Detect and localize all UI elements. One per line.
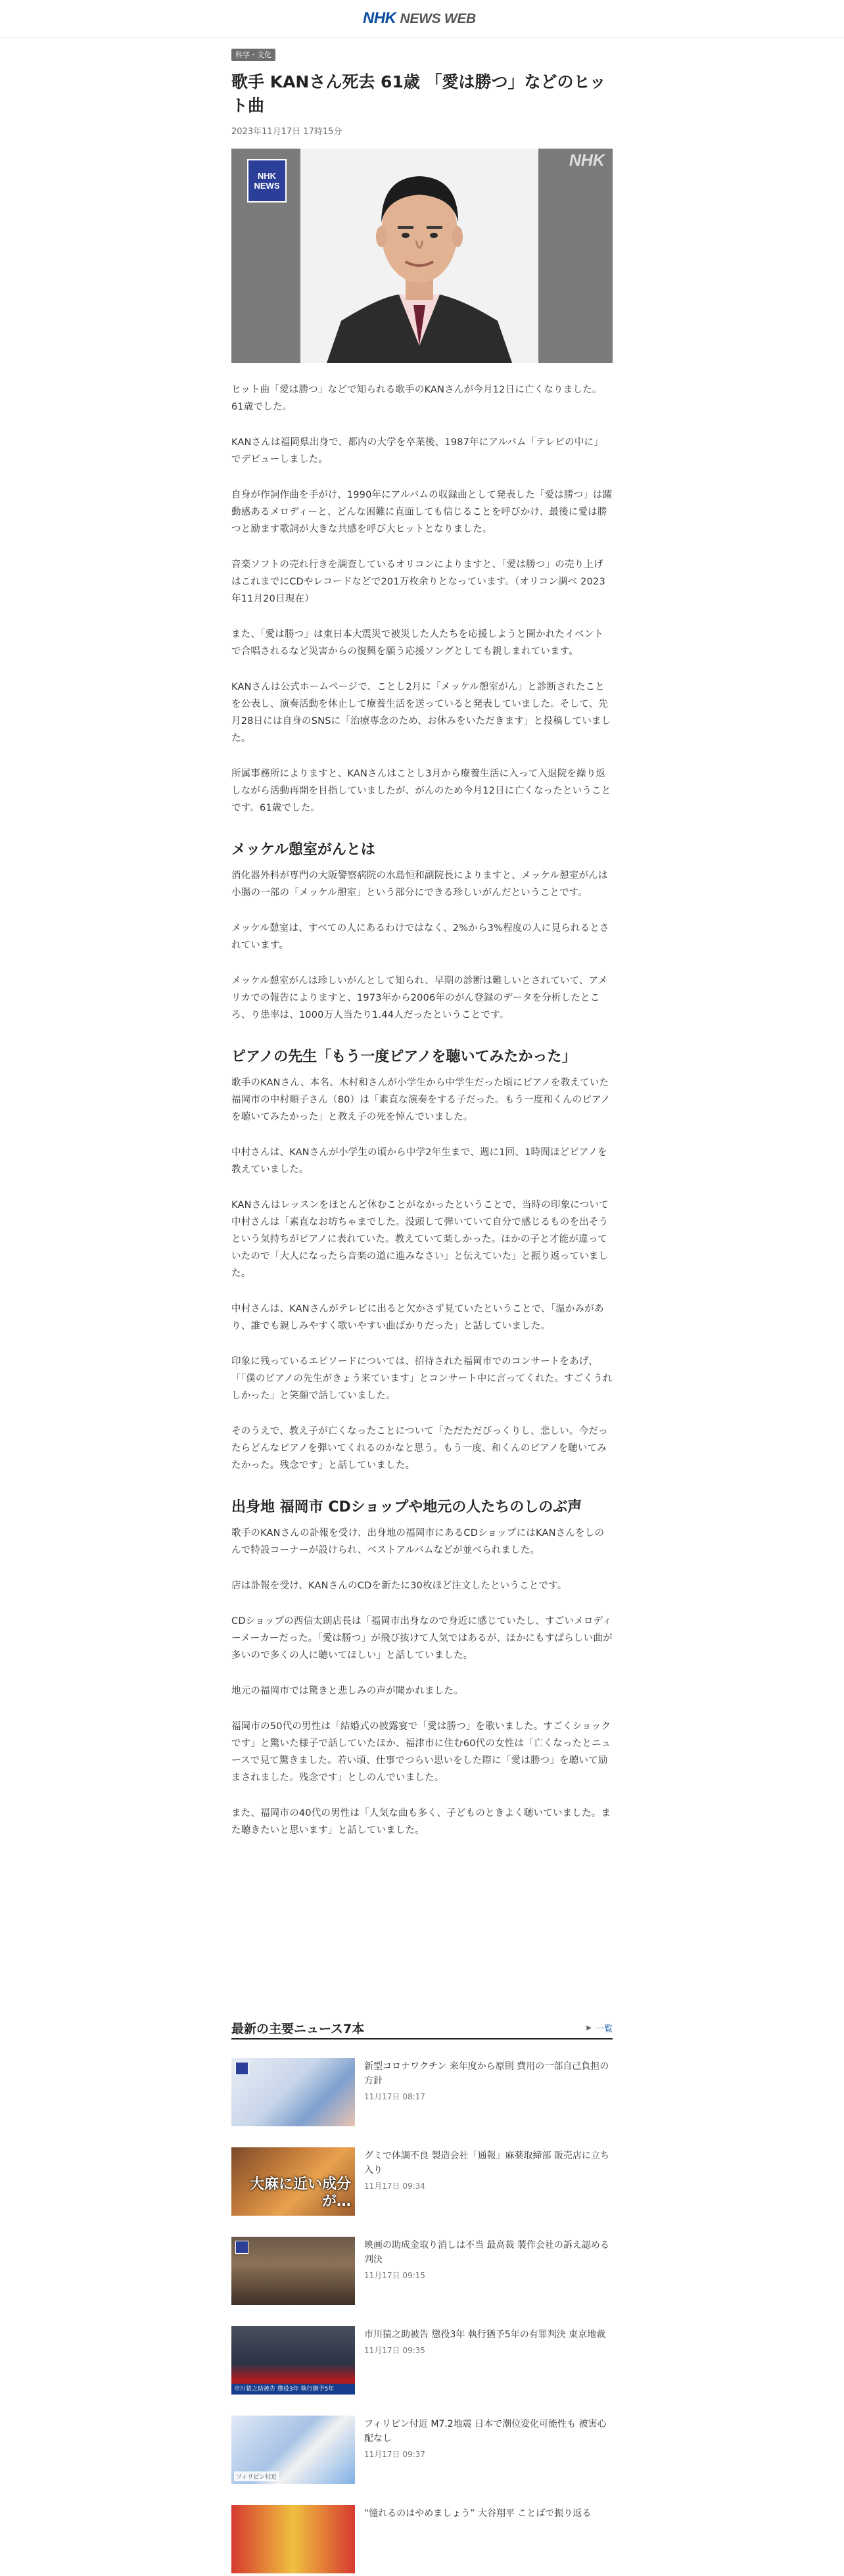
body-paragraph: 歌手のKANさんの訃報を受け、出身地の福岡市にあるCDショップにはKANさんをしのんで特設コーナーが設けられ、ベストアルバムなどが並べられました。 (231, 1528, 605, 1556)
news-title[interactable]: 映画の助成金取り消しは不当 最高裁 製作会社の訴え認める判決 (364, 2240, 609, 2265)
news-list-item[interactable] (231, 2058, 613, 2129)
chevron-right-icon: ▶ (586, 2024, 592, 2032)
latest-news-section (231, 2017, 613, 2576)
news-thumbnail[interactable] (231, 2147, 355, 2216)
more-label: 一覧 (595, 2024, 613, 2034)
news-list-item[interactable] (231, 2237, 613, 2308)
article (231, 47, 613, 1839)
thumbnail-caption: 大麻に近い成分が… (249, 2176, 351, 2210)
news-thumbnail[interactable] (231, 2237, 355, 2305)
body-paragraph: 地元の福岡市では驚きと悲しみの声が聞かれました。 (231, 1686, 463, 1696)
body-paragraph: また、福岡市の40代の男性は「人気な曲も多く、子どものときよく聴いていました。また聴きたいと思います」と話していました。 (231, 1808, 611, 1836)
nhk-mini-logo-icon (235, 2241, 248, 2254)
news-title[interactable]: フィリピン付近 M7.2地震 日本で潮位変化可能性も 被害心配なし (364, 2419, 607, 2444)
news-title[interactable]: グミで体調不良 製造会社「通報」麻薬取締部 販売店に立ち入り (364, 2151, 609, 2176)
body-paragraph: KANさんは福岡県出身で、都内の大学を卒業後、1987年にアルバム「テレビの中に」でデビューしました。 (231, 437, 603, 465)
body-paragraph: 音楽ソフトの売れ行きを調査しているオリコンによりますと、「愛は勝つ」の売り上げはこれまでにCDやレコードなどで201万枚余りとなっています。（オリコン調べ 2023年11月20日現在） (231, 560, 605, 604)
body-paragraph: KANさんはレッスンをほとんど休むことがなかったということで、当時の印象について中村さんは「素直なお坊ちゃまでした。没頭して弾いていて自分で感じるものを出そうという気持ちがピアノに表れていた。教えていて楽しかった。ほかの子と才能が違っていたので「大人になったら音楽の道に進みなさい」と伝えていた」と振り返っていました。 (231, 1200, 609, 1279)
nhk-news-badge: NHK NEWS (247, 159, 287, 203)
news-thumbnail[interactable] (231, 2416, 355, 2484)
logo-nhk: NHK (363, 9, 396, 27)
news-list-item[interactable] (231, 2416, 613, 2487)
body-paragraph: また、「愛は勝つ」は東日本大震災で被災した人たちを応援しようと開かれたイベントで合唱されるなど災害からの復興を願う応援ソングとしても親しまれています。 (231, 629, 604, 657)
logo-newsweb: NEWS WEB (400, 11, 476, 26)
news-date: 11月17日 09:35 (364, 2346, 425, 2355)
news-date: 11月17日 09:34 (364, 2182, 425, 2191)
body-paragraph: 歌手のKANさん、本名、木村和さんが小学生から中学生だった頃にピアノを教えていた福岡市の中村順子さん（80）は「素直な演奏をする子だった。もう一度和くんのピアノを聴いてみたかった」と教え子の死を悼んでいました。 (231, 1078, 611, 1122)
news-date: 11月17日 09:37 (364, 2450, 425, 2459)
body-paragraph: 店は訃報を受け、KANさんのCDを新たに30枚ほど注文したということです。 (231, 1581, 567, 1591)
news-list-item[interactable] (231, 2326, 613, 2397)
news-title[interactable]: “憧れるのはやめましょう” 大谷翔平 ことばで振り返る (364, 2508, 592, 2519)
article-body (231, 381, 613, 1839)
section-heading: ピアノの先生「もう一度ピアノを聴いてみたかった」 (231, 1049, 576, 1065)
body-paragraph: 消化器外科が専門の大阪警察病院の水島恒和副院長によりますと、メッケル憩室がんは小腸の一部の「メッケル憩室」という部分にできる珍しいがんだということです。 (231, 871, 608, 898)
nhk-mini-logo-icon (235, 2062, 248, 2075)
article-date: 2023年11月17日 17時15分 (231, 127, 342, 137)
body-paragraph: CDショップの西信太朗店長は「福岡市出身なので身近に感じていたし、すごいメロディーメーカーだった。「愛は勝つ」が飛び抜けて人気ではあるが、ほかにもすばらしい曲が多いので多くの人に聴いてほしい」と話していました。 (231, 1616, 613, 1661)
latest-news-heading: 最新の主要ニュース7本 (231, 2021, 365, 2036)
latest-news-more-link[interactable] (586, 2022, 613, 2034)
news-thumbnail[interactable] (231, 2326, 355, 2395)
top-bar (0, 0, 844, 38)
news-date: 11月17日 08:17 (364, 2092, 425, 2101)
nhk-news-web-logo[interactable] (363, 9, 476, 29)
thumbnail-ticker: 市川猿之助被告 懲役3年 執行猶予5年 (231, 2384, 355, 2395)
body-paragraph: 印象に残っているエピソードについては、招待された福岡市でのコンサートをあげ、「「僕のピアノの先生がきょう来ています」とコンサート中に言ってくれた。すごくうれしかった」と笑顔で話していました。 (231, 1356, 613, 1401)
nhk-watermark: NHK (569, 151, 605, 170)
news-thumbnail[interactable] (231, 2058, 355, 2126)
news-title[interactable]: 新型コロナワクチン 来年度から原則 費用の一部自己負担の方針 (364, 2061, 609, 2086)
body-paragraph: KANさんは公式ホームページで、ことし2月に「メッケル憩室がん」と診断されたことを公表し、演奏活動を休止して療養生活を送っていると発表していました。そして、先月28日には自身のSNSに「治療専念のため、お休みをいただきます」と投稿していました。 (231, 682, 611, 744)
article-photo (231, 149, 613, 363)
body-paragraph: 福岡市の50代の男性は「結婚式の披露宴で「愛は勝つ」を歌いました。すごくショックです」と驚いた様子で話していたほか、福津市に住む60代の女性は「亡くなったとニュースで見て驚きました。若い頃、仕事でつらい思いをした際に「愛は勝つ」を聴いて励まされました。残念です」としのんでいました。 (231, 1721, 611, 1783)
portrait-illustration (300, 149, 538, 363)
news-thumbnail[interactable] (231, 2505, 355, 2573)
portrait-image (300, 149, 538, 363)
article-title: 歌手 KANさん死去 61歳 「愛は勝つ」などのヒット曲 (231, 72, 606, 115)
section-heading: メッケル憩室がんとは (231, 842, 375, 858)
body-paragraph: メッケル憩室は、すべての人にあるわけではなく、2%から3%程度の人に見られるとされています。 (231, 923, 609, 951)
body-paragraph: 自身が作詞作曲を手がけ、1990年にアルバムの収録曲として発表した「愛は勝つ」は躍動感あるメロディーと、どんな困難に直面しても信じることを呼びかけ、最後に愛は勝つと励ます歌詞が大きな共感を呼び大ヒットとなりました。 (231, 490, 613, 535)
news-title[interactable]: 市川猿之助被告 懲役3年 執行猶予5年の有罪判決 東京地裁 (364, 2329, 606, 2340)
body-paragraph: メッケル憩室がんは珍しいがんとして知られ、早期の診断は難しいとされていて、アメリカでの報告によりますと、1973年から2006年のがん登録のデータを分析したところ、り患率は、1000万人当たり1.44人だったということです。 (231, 976, 608, 1020)
body-paragraph: 中村さんは、KANさんがテレビに出ると欠かさず見ていたということで、「温かみがあり、誰でも親しみやすく歌いやすい曲ばかりだった」と話していました。 (231, 1304, 604, 1331)
body-paragraph: 中村さんは、KANさんが小学生の頃から中学2年生まで、週に1回、1時間ほどピアノを教えていました。 (231, 1147, 607, 1175)
latest-news-header (231, 2017, 613, 2039)
news-date: 11月17日 09:15 (364, 2271, 425, 2280)
body-paragraph: ヒット曲「愛は勝つ」などで知られる歌手のKANさんが今月12日に亡くなりました。61歳でした。 (231, 385, 602, 412)
news-list-item[interactable] (231, 2505, 613, 2576)
category-badge[interactable]: 科学・文化 (231, 49, 275, 61)
news-list-item[interactable] (231, 2147, 613, 2218)
body-paragraph: 所属事務所によりますと、KANさんはことし3月から療養生活に入って入退院を繰り返しながら活動再開を目指していましたが、がんのため今月12日に亡くなったということです。61歳でした。 (231, 769, 611, 813)
section-heading: 出身地 福岡市 CDショップや地元の人たちのしのぶ声 (231, 1499, 582, 1515)
thumbnail-map-label: フィリピン付近 (234, 2471, 279, 2481)
body-paragraph: そのうえで、教え子が亡くなったことについて「ただただびっくりし、悲しい。今だったらどんなピアノを弾いてくれるのかなと思う。もう一度、和くんのピアノを聴いてみたかった。残念です」と話していました。 (231, 1426, 608, 1471)
